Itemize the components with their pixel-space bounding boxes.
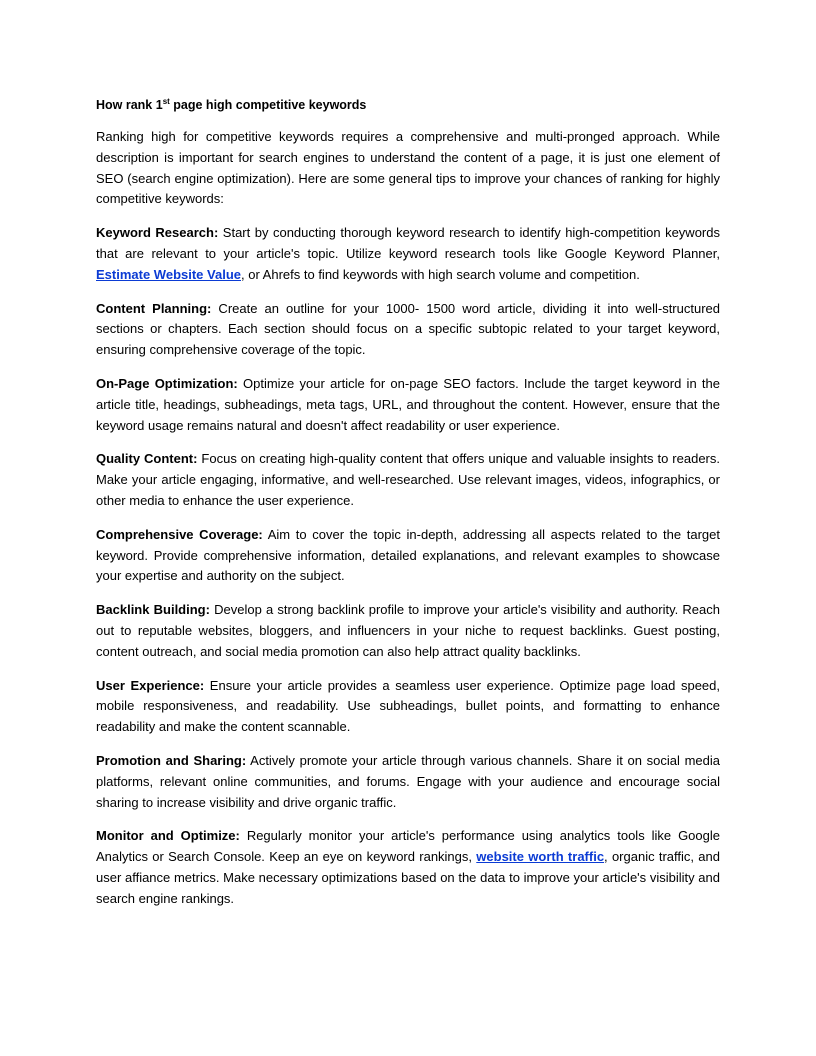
section-text: Create an outline for your 1000- 1500 word article, dividing it into well-structured sections or chapters. Each section should focus on a specific subtopic related to your target keyword, ensuring comprehensive coverage of the topic.	[96, 300, 720, 358]
section-text: Ensure your article provides a seamless user experience. Optimize page load speed, mobile responsiveness, and readability. Use subheadings, bullet points, and formatting to enhance readability and make the content scannable.	[96, 677, 720, 735]
section-text: Regularly monitor your article's performance using analytics tools like Google Analytics or Search Console. Keep an eye on keyword rankings,	[96, 828, 720, 865]
document-page	[96, 95, 720, 923]
section-text: Aim to cover the topic in-depth, addressing all aspects related to the target keyword. Provide comprehensive information, detailed explanations, and relevant examples to showcase your expertise and authority on the subject.	[96, 526, 720, 584]
section-heading: User Experience:	[96, 677, 205, 693]
section-heading: Promotion and Sharing:	[96, 752, 247, 768]
intro-paragraph: Ranking high for competitive keywords requires a comprehensive and multi-pronged approach. While description is important for search engines to understand the content of a page, it is just one element of SEO (search engine optimization). Here are some general tips to improve your chances of ranking for highly competitive keywords:	[96, 129, 720, 207]
section-text: Start by conducting thorough keyword research to identify high-competition keywords that are relevant to your article's topic. Utilize keyword research tools like Google Keyword Planner,	[96, 225, 720, 261]
section-promotion-sharing	[96, 751, 720, 813]
section-heading: Quality Content:	[96, 451, 198, 467]
section-keyword-research	[96, 223, 720, 285]
section-text: Focus on creating high-quality content that offers unique and valuable insights to readers. Make your article engaging, informative, and well-researched. Use relevant images, videos, infographics, or other media to enhance the user experience.	[96, 451, 721, 508]
website-worth-traffic-link[interactable]: website worth traffic	[476, 849, 605, 865]
section-user-experience	[96, 676, 720, 738]
section-text: Optimize your article for on-page SEO factors. Include the target keyword in the article title, headings, subheadings, meta tags, URL, and throughout the content. However, ensure that the keyword usage remains natural and doesn't affect readability or user experience.	[96, 375, 720, 433]
title-prefix: How rank 1	[96, 98, 163, 112]
title-superscript: st	[162, 96, 170, 106]
section-heading: On-Page Optimization:	[96, 375, 238, 391]
section-text: , or Ahrefs to find keywords with high search volume and competition.	[241, 266, 640, 282]
section-heading: Keyword Research:	[96, 225, 219, 241]
page-title	[96, 95, 720, 115]
section-heading: Content Planning:	[96, 300, 212, 316]
section-heading: Monitor and Optimize:	[96, 828, 240, 844]
section-content-planning	[96, 299, 720, 361]
section-monitor-optimize	[96, 826, 720, 909]
section-on-page-optimization	[96, 374, 720, 436]
section-quality-content	[96, 449, 720, 511]
section-text: Actively promote your article through various channels. Share it on social media platforms, relevant online communities, and forums. Engage with your audience and encourage social sharing to increase visibility and drive organic traffic.	[96, 752, 720, 810]
section-heading: Comprehensive Coverage:	[96, 526, 263, 542]
section-text: Develop a strong backlink profile to improve your article's visibility and authority. Reach out to reputable websites, bloggers, and influencers in your niche to request backlinks. Guest posting, content outreach, and social media promotion can also help attract quality backlinks.	[96, 602, 720, 659]
section-heading: Backlink Building:	[96, 602, 210, 618]
estimate-website-value-link[interactable]: Estimate Website Value	[96, 266, 241, 282]
section-comprehensive-coverage	[96, 525, 720, 587]
title-suffix: page high competitive keywords	[169, 98, 367, 112]
section-text: , organic traffic, and user affiance metrics. Make necessary optimizations based on the data to improve your article's visibility and search engine rankings.	[96, 849, 720, 906]
section-backlink-building	[96, 600, 720, 662]
